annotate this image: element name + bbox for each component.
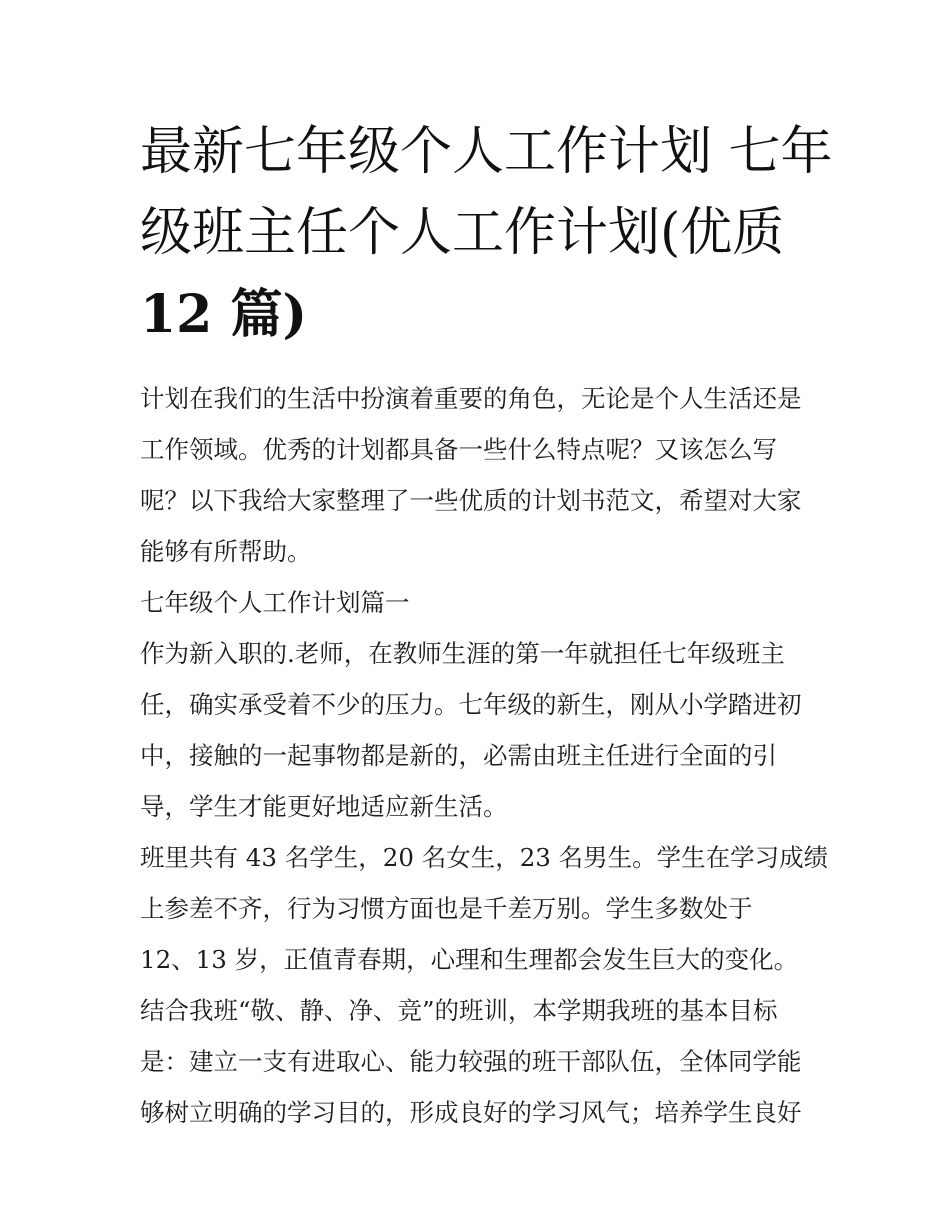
paragraph-intro — [140, 373, 812, 577]
text-line: 班里共有 43 名学生，20 名女生，23 名男生。学生在学习成绩 — [140, 843, 829, 872]
text-line: 作为新入职的.老师，在教师生涯的第一年就担任七年级班主 — [140, 639, 785, 668]
section-heading — [140, 577, 812, 628]
paragraph-goals — [140, 985, 812, 1138]
text-line: 呢？以下我给大家整理了一些优质的计划书范文，希望对大家 — [140, 486, 802, 515]
text-line: 工作领域。优秀的计划都具备一些什么特点呢？又该怎么写 — [140, 435, 777, 464]
text-line: 中，接触的一起事物都是新的，必需由班主任进行全面的引 — [140, 741, 777, 770]
section-heading-text: 七年级个人工作计划篇一 — [140, 588, 410, 617]
text-line: 12、13 岁，正值青春期，心理和生理都会发生巨大的变化。 — [140, 945, 799, 974]
text-line: 计划在我们的生活中扮演着重要的角色，无论是个人生活还是 — [140, 384, 802, 413]
text-line: 任，确实承受着不少的压力。七年级的新生，刚从小学踏进初 — [140, 690, 802, 719]
document-body — [140, 373, 829, 1138]
title-line-2: 级班主任个人工作计划(优质 — [140, 203, 785, 263]
paragraph-class-info — [140, 832, 829, 985]
document-page — [140, 112, 833, 1138]
title-line-3: 12 篇) — [140, 284, 308, 345]
document-title — [140, 112, 833, 355]
text-line: 够树立明确的学习目的，形成良好的学习风气；培养学生良好 — [140, 1098, 802, 1127]
text-line: 导，学生才能更好地适应新生活。 — [140, 792, 508, 821]
text-line: 结合我班“敬、静、净、竞”的班训，本学期我班的基本目标 — [140, 996, 778, 1025]
text-line: 是：建立一支有进取心、能力较强的班干部队伍，全体同学能 — [140, 1047, 802, 1076]
text-line: 上参差不齐，行为习惯方面也是千差万别。学生多数处于 — [140, 894, 753, 923]
title-line-1: 最新七年级个人工作计划 七年 — [140, 122, 833, 182]
paragraph-new-teacher — [140, 628, 812, 832]
text-line: 能够有所帮助。 — [140, 537, 312, 566]
